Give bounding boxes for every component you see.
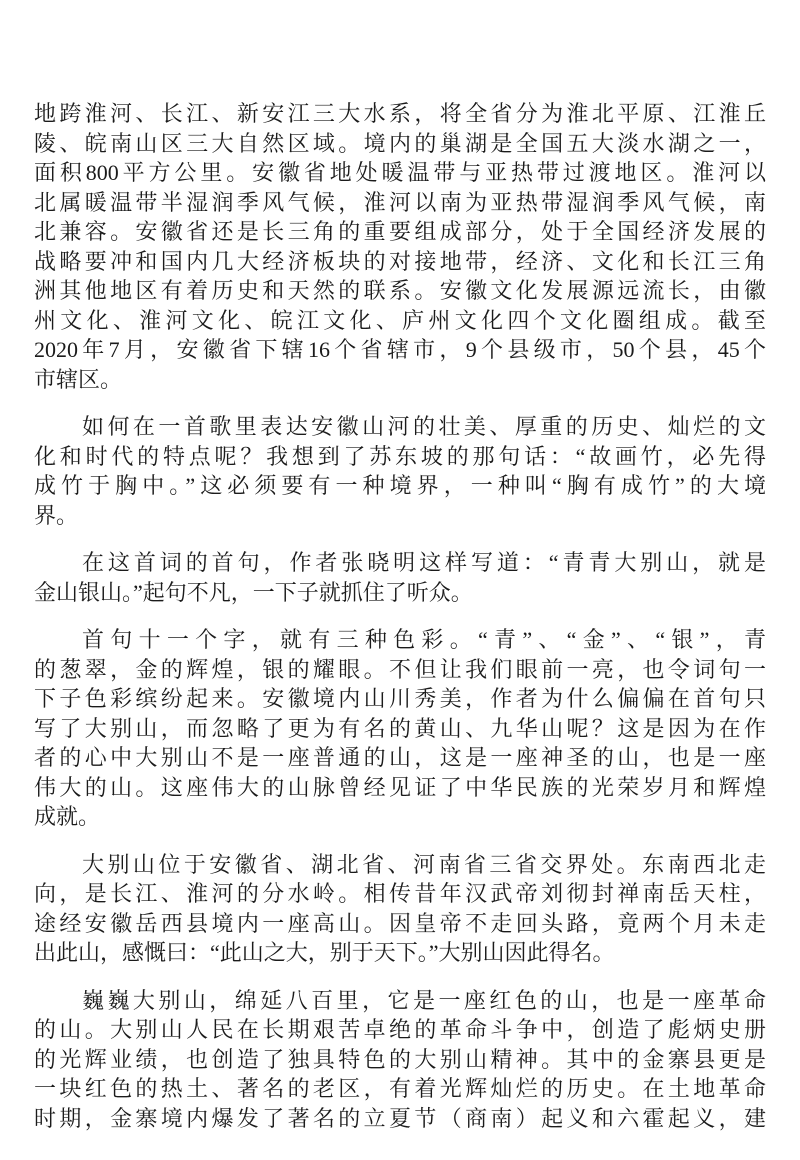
paragraph [34,986,766,1134]
text-line: 州文化、淮河文化、皖江文化、庐州文化四个文化圈组成。截至 [34,307,766,333]
text-line: 2020年7月，安徽省下辖16个省辖市，9个县级市，50个县，45个 [34,337,766,362]
text-line: 北兼容。安徽省还是长三角的重要组成部分，处于全国经济发展的 [34,219,766,244]
text-line: 金山银山。”起句不凡，一下子就抓住了听众。 [34,579,473,605]
text-line: 下子色彩缤纷起来。安徽境内山川秀美，作者为什么偏偏在首句只 [34,686,766,711]
text-line: 的光辉业绩，也创造了独具特色的大别山精神。其中的金寨县更是 [34,1046,766,1072]
text-line: 界。 [34,502,79,528]
text-line: 者的心中大别山不是一座普通的山，这是一座神圣的山，也是一座 [34,745,766,770]
text-line: 市辖区。 [34,366,123,392]
text-line: 巍巍大别山，绵延八百里，它是一座红色的山，也是一座革命 [82,987,766,1013]
text-line: 写了大别山，而忽略了更为有名的黄山、九华山呢？这是因为在作 [34,715,766,741]
text-line: 的山。大别山人民在长期艰苦卓绝的革命斗争中，创造了彪炳史册 [34,1017,766,1042]
text-line: 北属暖温带半湿润季风气候，淮河以南为亚热带湿润季风气候，南 [34,189,766,215]
text-line: 洲其他地区有着历史和天然的联系。安徽文化发展源远流长，由徽 [34,278,766,303]
document-body [34,99,766,1133]
text-line: 大别山位于安徽省、湖北省、河南省三省交界处。东南西北走 [82,851,766,877]
text-line: 在这首词的首句，作者张晓明这样写道：“青青大别山，就是 [82,550,766,575]
text-line: 地跨淮河、长江、新安江三大水系，将全省分为淮北平原、江淮丘 [34,101,766,126]
paragraph [34,99,766,394]
text-line: 成竹于胸中。”这必须要有一种境界，一种叫“胸有成竹”的大境 [34,473,766,498]
paragraph [34,850,766,968]
text-line: 时期，金寨境内爆发了著名的立夏节（商南）起义和六霍起义，建 [34,1105,766,1131]
text-line: 的葱翠，金的辉煌，银的耀眼。不但让我们眼前一亮，也令词句一 [34,656,766,682]
paragraph [34,548,766,607]
text-line: 伟大的山。这座伟大的山脉曾经见证了中华民族的光荣岁月和辉煌 [34,774,766,800]
text-line: 向，是长江、淮河的分水岭。相传昔年汉武帝刘彻封禅南岳天柱， [34,881,766,906]
text-line: 化和时代的特点呢？我想到了苏东坡的那句话：“故画竹，必先得 [34,443,766,469]
text-line: 一块红色的热土、著名的老区，有着光辉灿烂的历史。在土地革命 [34,1076,766,1101]
paragraph [34,412,766,530]
text-line: 如何在一首歌里表达安徽山河的壮美、厚重的历史、灿烂的文 [82,414,766,439]
paragraph [34,625,766,832]
text-line: 面积800平方公里。安徽省地处暖温带与亚热带过渡地区。淮河以 [34,160,766,185]
text-line: 成就。 [34,804,101,829]
text-line: 陵、皖南山区三大自然区域。境内的巢湖是全国五大淡水湖之一， [34,130,766,156]
text-line: 战略要冲和国内几大经济板块的对接地带，经济、文化和长江三角 [34,248,766,274]
text-line: 首句十一个字，就有三种色彩。“青”、“金”、“银”，青 [82,627,766,652]
text-line: 途经安徽岳西县境内一座高山。因皇帝不走回头路，竟两个月未走 [34,910,766,936]
text-line: 出此山，感慨曰：“此山之大，别于天下。”大别山因此得名。 [34,940,615,965]
